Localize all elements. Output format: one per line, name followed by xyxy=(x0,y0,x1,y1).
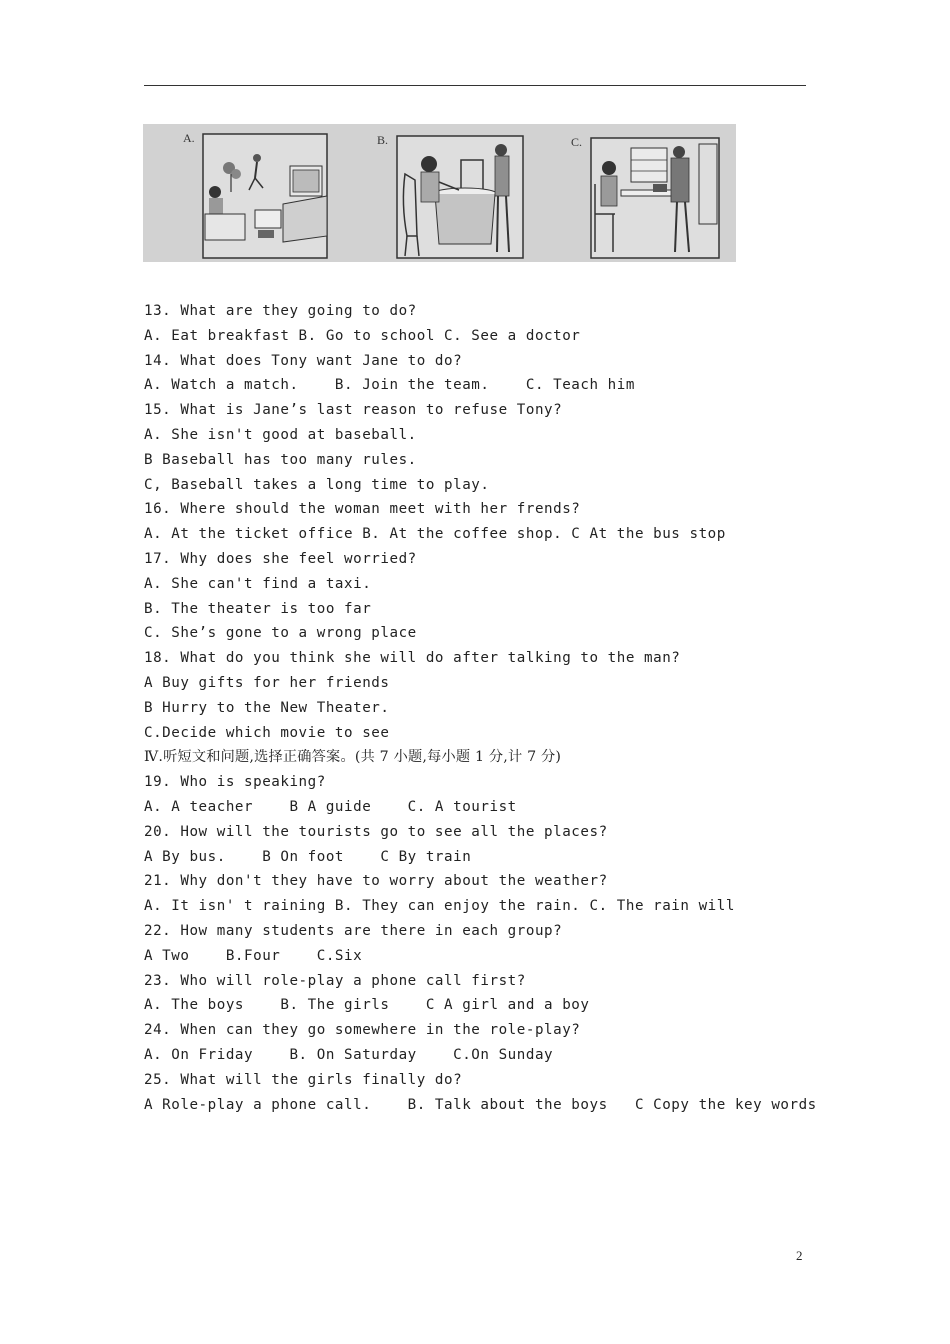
question-17: 17. Why does she feel worried? xyxy=(144,550,417,567)
options-22: A Two B.Four C.Six xyxy=(144,947,363,964)
picture-b xyxy=(377,133,523,258)
options-25: A Role-play a phone call. B. Talk about the boys C Copy the key words xyxy=(144,1096,817,1113)
question-25: 25. What will the girls finally do? xyxy=(144,1071,463,1088)
question-16: 16. Where should the woman meet with her frends? xyxy=(144,501,581,518)
option-c-label: C. xyxy=(571,135,583,149)
section-heading: Ⅳ.听短文和问题,选择正确答案。(共 7 小题,每小题 1 分,计 7 分) xyxy=(144,749,562,766)
question-13: 13. What are they going to do? xyxy=(144,303,417,319)
options-24: A. On Friday B. On Saturday C.On Sunday xyxy=(144,1046,554,1063)
option-18-c: C.Decide which movie to see xyxy=(144,724,390,741)
options-20: A By bus. B On foot C By train xyxy=(144,848,472,865)
question-18: 18. What do you think she will do after talking to the man? xyxy=(144,650,681,667)
question-23: 23. Who will role-play a phone call first? xyxy=(144,972,526,989)
question-14: 14. What does Tony want Jane to do? xyxy=(144,352,463,369)
picture-c xyxy=(571,135,719,258)
option-18-a: A Buy gifts for her friends xyxy=(144,674,390,691)
options-23: A. The boys B. The girls C A girl and a boy xyxy=(144,997,590,1014)
option-b-label: B. xyxy=(377,133,389,147)
picture-a xyxy=(183,131,327,258)
options-14: A. Watch a match. B. Join the team. C. Teach him xyxy=(144,377,635,394)
question-22: 22. How many students are there in each group? xyxy=(144,922,563,939)
question-24: 24. When can they go somewhere in the role-play? xyxy=(144,1022,581,1039)
listening-pictures xyxy=(143,124,736,262)
option-17-b: B. The theater is too far xyxy=(144,600,372,617)
question-21: 21. Why don't they have to worry about the weather? xyxy=(144,873,608,890)
option-15-c: C, Baseball takes a long time to play. xyxy=(144,476,490,493)
option-17-c: C. She’s gone to a wrong place xyxy=(144,625,417,642)
page-number: 2 xyxy=(796,1248,803,1263)
option-18-b: B Hurry to the New Theater. xyxy=(144,699,390,716)
option-17-a: A. She can't find a taxi. xyxy=(144,575,372,592)
question-15: 15. What is Jane’s last reason to refuse Tony? xyxy=(144,402,563,419)
options-16: A. At the ticket office B. At the coffee shop. C At the bus stop xyxy=(144,526,726,543)
question-list xyxy=(144,299,844,1117)
options-13: A. Eat breakfast B. Go to school C. See a doctor xyxy=(144,327,581,344)
question-20: 20. How will the tourists go to see all the places? xyxy=(144,823,608,840)
options-21: A. It isn' t raining B. They can enjoy the rain. C. The rain will xyxy=(144,898,735,915)
options-19: A. A teacher B A guide C. A tourist xyxy=(144,798,517,815)
header-rule xyxy=(144,85,806,86)
option-15-a: A. She isn't good at baseball. xyxy=(144,426,417,443)
option-15-b: B Baseball has too many rules. xyxy=(144,451,417,468)
question-19: 19. Who is speaking? xyxy=(144,774,326,791)
option-a-label: A. xyxy=(183,131,195,145)
